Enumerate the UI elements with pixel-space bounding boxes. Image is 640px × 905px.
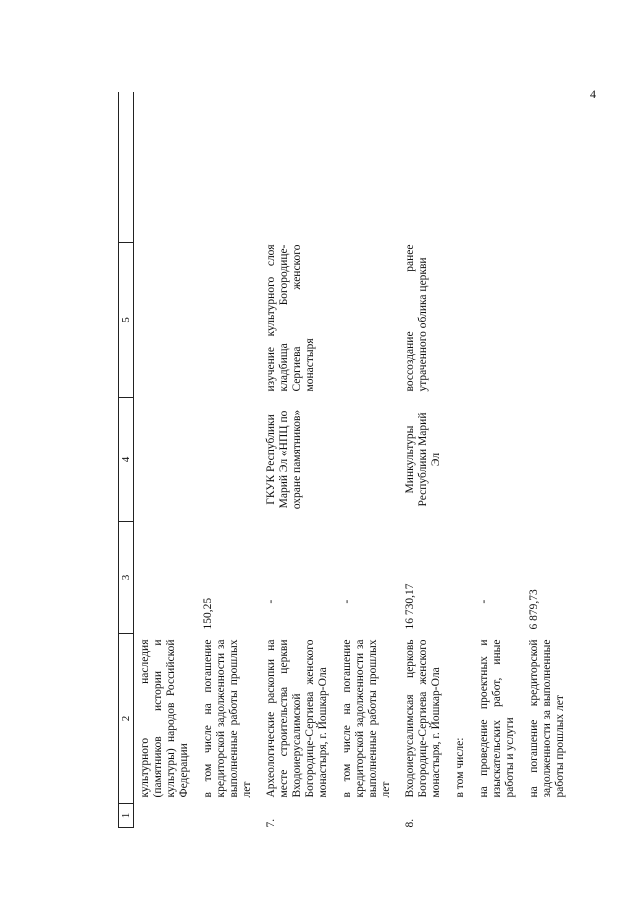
table-row: [473, 93, 523, 828]
row-organization: [523, 398, 573, 522]
row-amount: [449, 522, 473, 634]
table-row: [134, 93, 198, 828]
row-purpose: [449, 243, 473, 398]
row-empty-cell: [260, 93, 336, 243]
row-number: [336, 804, 399, 828]
table-row: [399, 93, 449, 828]
row-description: на погашение кредиторской задолженности за выполненные работы прошлых лет: [528, 639, 566, 798]
row-number: [134, 804, 198, 828]
row-number: [473, 804, 523, 828]
row-organization: ГКУК Республики Марий Эл «НПЦ по охране памятников»: [265, 409, 303, 510]
row-amount: -: [265, 599, 277, 604]
header-col-1: 1: [119, 804, 134, 828]
table-row: [449, 93, 473, 828]
budget-table: [118, 93, 573, 829]
row-description: в том числе на погашение кредиторской задолженности за выполненные работы прошлых лет: [341, 639, 392, 798]
row-description: Входоиерусалимская церковь Богородице-Сергиева женского монастыря, г. Йошкар-Ола: [404, 639, 442, 798]
row-number: [449, 804, 473, 828]
row-description: культурного наследия (памятников истории и культуры) народов Российской Федерации: [139, 639, 190, 798]
row-description: Археологические раскопки на месте строительства церкви Входоиерусалимской Богородице-Сергиева женского монастыря, г. Йошкар-Ола: [265, 639, 329, 798]
row-purpose: воссоздание ранее утраченного облика церкви: [404, 244, 429, 392]
row-amount: -: [341, 599, 353, 604]
row-purpose: [523, 243, 573, 398]
row-number: 7.: [265, 818, 277, 828]
row-description: в том числе на погашение кредиторской задолженности за выполненные работы прошлых лет: [202, 639, 253, 798]
row-empty-cell: [399, 93, 449, 243]
row-number: 8.: [404, 818, 416, 828]
header-col-6: [119, 93, 134, 243]
row-amount: [134, 522, 198, 634]
row-purpose: [197, 243, 260, 398]
header-col-4: 4: [119, 398, 134, 522]
row-purpose: [134, 243, 198, 398]
row-organization: Минкультуры Республики Марий Эл: [404, 412, 442, 507]
row-organization: [134, 398, 198, 522]
row-organization: [449, 398, 473, 522]
row-purpose: [473, 243, 523, 398]
table-row: [197, 93, 260, 828]
page-number: 4: [590, 86, 596, 101]
row-number: [523, 804, 573, 828]
header-col-3: 3: [119, 522, 134, 634]
table-row: [523, 93, 573, 828]
row-amount: -: [478, 599, 490, 604]
row-amount: 150,25: [202, 597, 214, 630]
row-amount: 6 879,73: [528, 589, 540, 630]
row-organization: [336, 398, 399, 522]
rotated-table-container: [118, 93, 566, 828]
row-empty-cell: [134, 93, 198, 243]
row-empty-cell: [336, 93, 399, 243]
header-col-2: 2: [119, 634, 134, 804]
row-organization: [197, 398, 260, 522]
row-empty-cell: [523, 93, 573, 243]
row-purpose: [336, 243, 399, 398]
row-organization: [473, 398, 523, 522]
row-description: на проведение проектных и изыскательских работ, иные работы и услуги: [478, 639, 516, 798]
row-description: в том числе:: [454, 737, 466, 798]
table-row: [260, 93, 336, 828]
row-amount: 16 730,17: [404, 583, 416, 630]
header-col-5: 5: [119, 243, 134, 398]
row-purpose: изучение культурного слоя кладбища Богородице-Сергиева женского монастыря: [265, 244, 316, 392]
row-empty-cell: [449, 93, 473, 243]
table-row: [336, 93, 399, 828]
row-empty-cell: [197, 93, 260, 243]
row-empty-cell: [473, 93, 523, 243]
row-number: [197, 804, 260, 828]
header-row: [119, 93, 134, 828]
